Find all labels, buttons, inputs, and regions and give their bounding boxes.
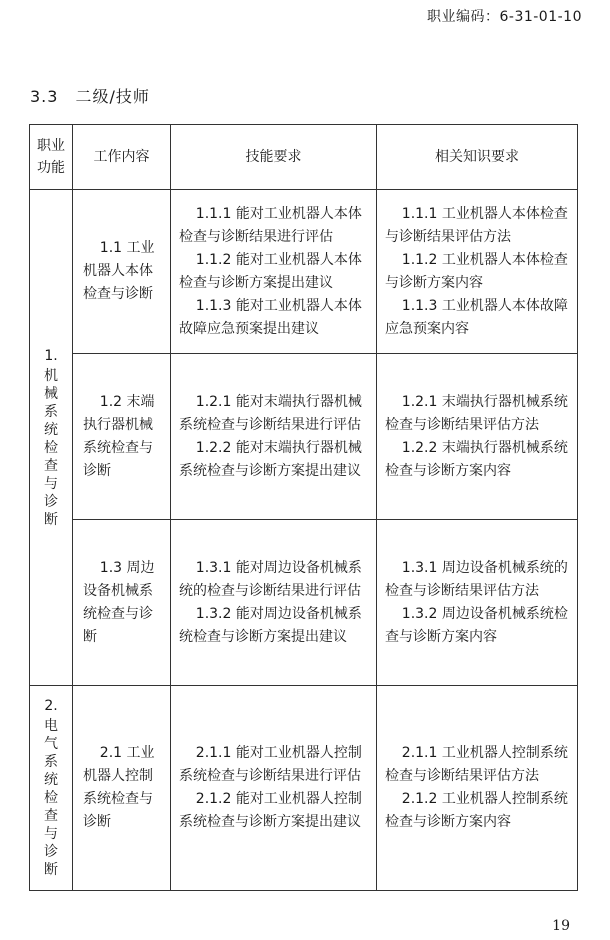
knowledge-cell (377, 190, 578, 354)
work-content-text: 1.1 工业机器人本体检查与诊断 (83, 240, 155, 302)
header-knowledge: 相关知识要求 (377, 125, 578, 190)
knowledge-item: 2.1.2 工业机器人控制系统检查与诊断方案内容 (385, 791, 568, 830)
work-content-text: 2.1 工业机器人控制系统检查与诊断 (83, 745, 155, 830)
header-function: 职业功能 (30, 125, 73, 190)
skill-item: 1.2.1 能对末端执行器机械系统检查与诊断结果进行评估 (179, 393, 362, 433)
page-number: 19 (552, 918, 570, 934)
occupation-code: 职业编码：6-31-01-10 (426, 9, 582, 25)
work-content-text: 1.2 末端执行器机械系统检查与诊断 (83, 393, 155, 479)
skill-item: 1.2.2 能对末端执行器机械系统检查与诊断方案提出建议 (179, 439, 362, 479)
skills-table (29, 124, 578, 891)
knowledge-cell (377, 354, 578, 520)
knowledge-item: 1.3.2 周边设备机械系统检查与诊断方案内容 (385, 605, 568, 645)
work-content-cell (73, 354, 171, 520)
header-work-content: 工作内容 (73, 125, 171, 190)
skills-cell (171, 686, 377, 891)
knowledge-item: 1.2.2 末端执行器机械系统检查与诊断方案内容 (385, 439, 568, 479)
function-cell-electrical (30, 686, 73, 891)
skills-cell (171, 190, 377, 354)
work-content-cell (73, 520, 171, 686)
table-row (30, 354, 578, 520)
table-header-row (30, 125, 578, 190)
skill-item: 1.1.1 能对工业机器人本体检查与诊断结果进行评估 (179, 205, 362, 245)
header-skills: 技能要求 (171, 125, 377, 190)
knowledge-cell (377, 520, 578, 686)
knowledge-item: 1.1.1 工业机器人本体检查与诊断结果评估方法 (385, 205, 568, 245)
function-label: 机械系统检查与诊断 (44, 367, 58, 528)
skill-item: 1.3.1 能对周边设备机械系统的检查与诊断结果进行评估 (179, 559, 362, 599)
skill-item: 2.1.2 能对工业机器人控制系统检查与诊断方案提出建议 (179, 791, 362, 830)
function-label: 电气系统检查与诊断 (44, 718, 58, 878)
work-content-text: 1.3 周边设备机械系统检查与诊断 (83, 559, 155, 645)
table-row (30, 686, 578, 891)
skill-item: 1.3.2 能对周边设备机械系统检查与诊断方案提出建议 (179, 605, 362, 645)
knowledge-item: 1.1.2 工业机器人本体检查与诊断方案内容 (385, 251, 568, 291)
section-title: 3.3 二级/技师 (30, 87, 150, 106)
function-number: 1. (44, 347, 58, 364)
skills-cell (171, 520, 377, 686)
skill-item: 2.1.1 能对工业机器人控制系统检查与诊断结果进行评估 (179, 745, 362, 784)
function-number: 2. (44, 698, 58, 714)
work-content-cell (73, 686, 171, 891)
table-row (30, 520, 578, 686)
knowledge-item: 2.1.1 工业机器人控制系统检查与诊断结果评估方法 (385, 745, 568, 784)
work-content-cell (73, 190, 171, 354)
skill-item: 1.1.2 能对工业机器人本体检查与诊断方案提出建议 (179, 251, 362, 291)
skills-cell (171, 354, 377, 520)
knowledge-item: 1.3.1 周边设备机械系统的检查与诊断结果评估方法 (385, 559, 568, 599)
function-cell-mechanical (30, 190, 73, 686)
knowledge-item: 1.2.1 末端执行器机械系统检查与诊断结果评估方法 (385, 393, 568, 433)
skill-item: 1.1.3 能对工业机器人本体故障应急预案提出建议 (179, 297, 362, 337)
table-row (30, 190, 578, 354)
knowledge-item: 1.1.3 工业机器人本体故障应急预案内容 (385, 297, 568, 337)
knowledge-cell (377, 686, 578, 891)
